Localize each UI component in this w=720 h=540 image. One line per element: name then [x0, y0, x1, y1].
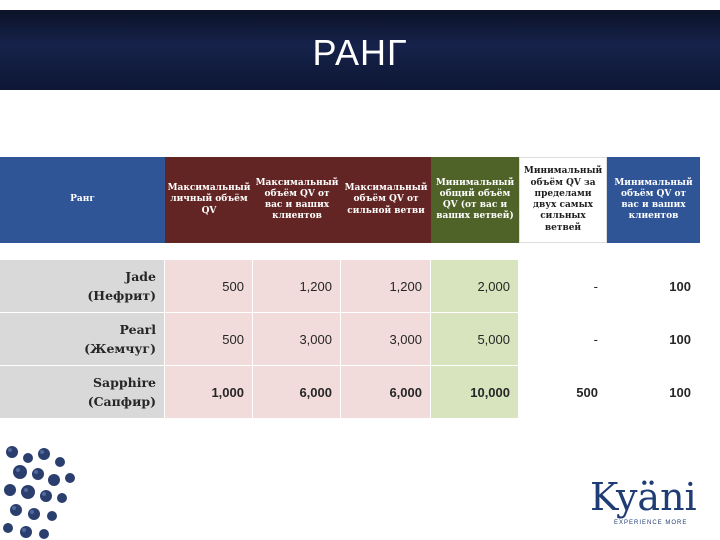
cell-max-personal-qv: 500	[165, 260, 253, 312]
cell-min-qv-outside-legs: 500	[519, 366, 607, 418]
table-row	[0, 366, 700, 418]
cell-min-qv-outside-legs: -	[519, 313, 607, 365]
cell-min-total-qv: 10,000	[431, 366, 519, 418]
cell-max-qv-strong-leg: 3,000	[341, 313, 431, 365]
cell-min-total-qv: 2,000	[431, 260, 519, 312]
header-rank: Ранг	[0, 157, 165, 243]
cell-max-qv-clients: 3,000	[253, 313, 341, 365]
cell-max-qv-clients: 6,000	[253, 366, 341, 418]
cell-max-qv-clients: 1,200	[253, 260, 341, 312]
title-banner	[0, 10, 720, 90]
cell-max-personal-qv: 500	[165, 313, 253, 365]
logo-tagline: EXPERIENCE MORE	[614, 520, 688, 526]
cell-min-total-qv: 5,000	[431, 313, 519, 365]
rank-name	[0, 366, 165, 418]
cell-max-qv-strong-leg: 1,200	[341, 260, 431, 312]
cell-max-personal-qv: 1,000	[165, 366, 253, 418]
header-min-qv-clients: Минимальный объём QV от вас и ваших клиентов	[607, 157, 700, 243]
header-max-personal-qv: Максимальный личный объём QV	[165, 157, 253, 243]
rank-name	[0, 260, 165, 312]
cell-min-qv-outside-legs: -	[519, 260, 607, 312]
header-min-total-qv: Минимальный общий объём QV (от вас и ваших ветвей)	[431, 157, 519, 243]
rank-name-ru: (Жемчуг)	[84, 341, 156, 356]
header-min-qv-outside-legs: Минимальный объём QV за пределами двух самых сильных ветвей	[519, 157, 607, 243]
cell-min-qv-clients: 100	[607, 366, 700, 418]
kyani-logo	[590, 475, 700, 530]
header-max-qv-strong-leg: Максимальный объём QV от сильной ветви	[341, 157, 431, 243]
slide-title: РАНГ	[312, 32, 408, 73]
cell-min-qv-clients: 100	[607, 313, 700, 365]
blueberries-image	[0, 440, 85, 540]
rank-name-en: Jade	[125, 268, 156, 284]
rank-name-en: Sapphire	[93, 374, 156, 390]
cell-max-qv-strong-leg: 6,000	[341, 366, 431, 418]
logo-wordmark: Kyäni	[590, 475, 697, 519]
rank-name	[0, 313, 165, 365]
header-max-qv-clients: Максимальный объём QV от вас и ваших клиентов	[253, 157, 341, 243]
table-row	[0, 313, 700, 365]
cell-min-qv-clients: 100	[607, 260, 700, 312]
rank-name-en: Pearl	[119, 321, 156, 337]
rank-name-ru: (Сапфир)	[87, 394, 156, 409]
rank-name-ru: (Нефрит)	[87, 288, 156, 303]
table-row	[0, 260, 700, 312]
